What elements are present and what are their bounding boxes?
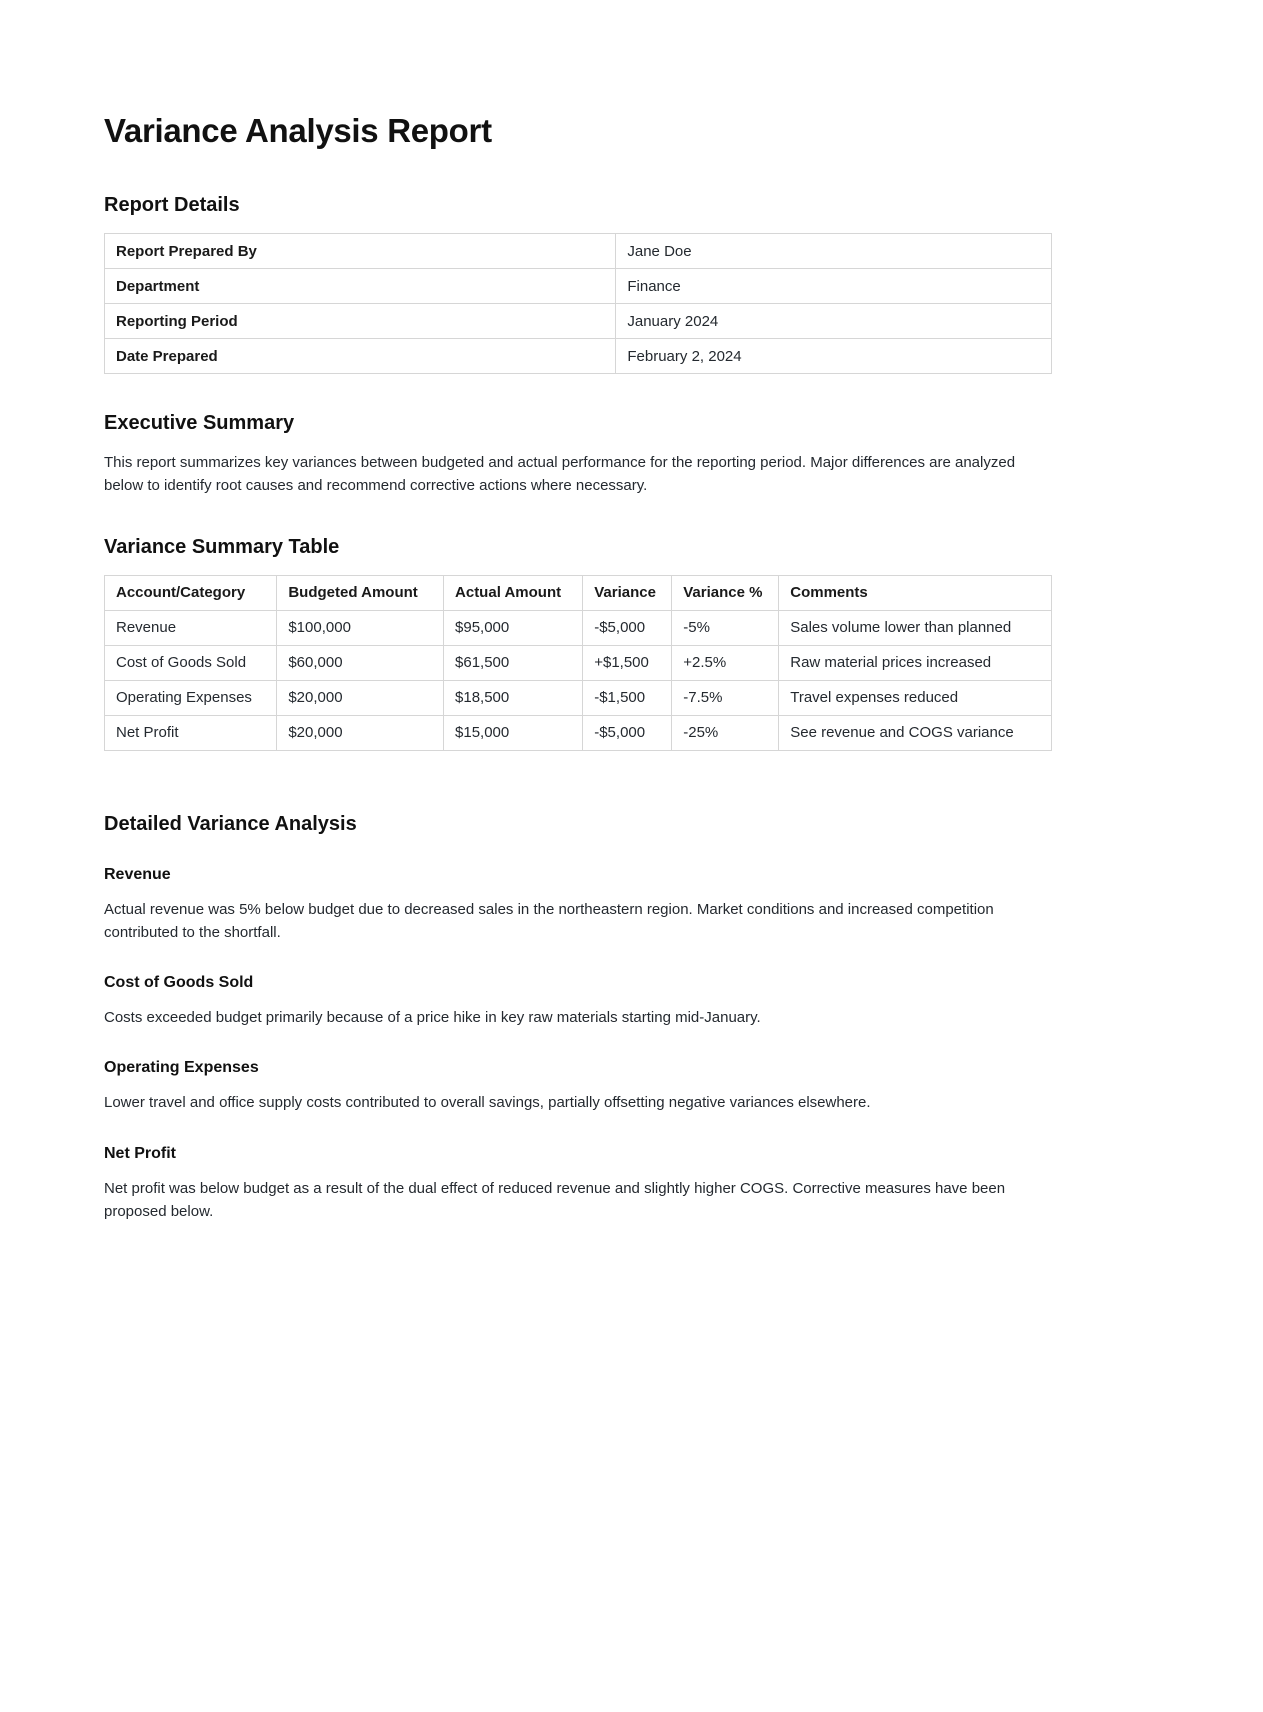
- cell-varpct: +2.5%: [672, 645, 779, 680]
- cell-actual: $15,000: [444, 715, 583, 750]
- document-page: [104, 0, 1052, 1223]
- section-heading-variance-summary: Variance Summary Table: [104, 535, 340, 558]
- table-row: [105, 610, 1052, 645]
- cell-variance: -$5,000: [583, 715, 672, 750]
- spacer: [104, 761, 1052, 775]
- report-details-row: [105, 339, 1052, 374]
- table-row: [105, 715, 1052, 750]
- cell-budgeted: $20,000: [277, 715, 444, 750]
- cell-comments: Travel expenses reduced: [779, 680, 1052, 715]
- cell-comments: Sales volume lower than planned: [779, 610, 1052, 645]
- section-heading-executive-summary: Executive Summary: [104, 412, 295, 434]
- cell-actual: $61,500: [444, 645, 583, 680]
- analysis-subheading: Cost of Goods Sold: [104, 974, 254, 991]
- detail-value: Jane Doe: [616, 234, 1052, 269]
- analysis-section: [104, 1145, 1052, 1224]
- analysis-subheading: Operating Expenses: [104, 1059, 259, 1077]
- analysis-section: [104, 1059, 1052, 1114]
- detail-label: Department: [105, 269, 616, 304]
- cell-comments: See revenue and COGS variance: [779, 715, 1052, 750]
- cell-budgeted: $60,000: [277, 645, 444, 680]
- cell-account: Operating Expenses: [105, 680, 277, 715]
- column-header-varpct: Variance %: [672, 575, 779, 610]
- detail-value: February 2, 2024: [616, 339, 1052, 374]
- cell-comments: Raw material prices increased: [779, 645, 1052, 680]
- column-header-comments: Comments: [779, 575, 1052, 610]
- column-header-budgeted: Budgeted Amount: [277, 575, 444, 610]
- cell-account: Net Profit: [105, 715, 277, 750]
- column-header-actual: Actual Amount: [444, 575, 583, 610]
- analysis-text: Lower travel and office supply costs contributed to overall savings, partially offsetting negative variances elsewhere.: [104, 1094, 871, 1112]
- cell-variance: -$5,000: [583, 610, 672, 645]
- detail-value: Finance: [616, 269, 1052, 304]
- analysis-text: Net profit was below budget as a result of the dual effect of reduced revenue and slightly higher COGS. Corrective measures have been proposed below.: [104, 1179, 1006, 1220]
- variance-summary-body: [105, 610, 1052, 750]
- detail-label: Report Prepared By: [105, 234, 616, 269]
- analysis-section: [104, 974, 1052, 1029]
- executive-summary-text: This report summarizes key variances between budgeted and actual performance for the reporting period. Major differences are analyzed below to identify root causes and recommend corrective actions where necessary.: [104, 454, 1016, 495]
- analysis-subheading: Revenue: [104, 865, 171, 883]
- analysis-subheading: Net Profit: [104, 1144, 176, 1162]
- cell-actual: $95,000: [444, 610, 583, 645]
- cell-actual: $18,500: [444, 680, 583, 715]
- detail-value: January 2024: [616, 304, 1052, 339]
- variance-summary-header: [105, 575, 1052, 610]
- variance-summary-table: [104, 575, 1052, 751]
- cell-variance: -$1,500: [583, 680, 672, 715]
- analysis-text: Costs exceeded budget primarily because of a price hike in key raw materials starting mid-January.: [104, 1009, 761, 1026]
- table-row: [105, 680, 1052, 715]
- detail-label: Reporting Period: [105, 304, 616, 339]
- cell-varpct: -5%: [672, 610, 779, 645]
- table-row: [105, 645, 1052, 680]
- report-details-body: [105, 234, 1052, 374]
- detail-label: Date Prepared: [105, 339, 616, 374]
- report-details-row: [105, 304, 1052, 339]
- variance-summary-header-row: [105, 575, 1052, 610]
- cell-varpct: -7.5%: [672, 680, 779, 715]
- cell-varpct: -25%: [672, 715, 779, 750]
- analysis-text: Actual revenue was 5% below budget due to decreased sales in the northeastern region. Market conditions and increased competition contributed to the shortfall.: [104, 900, 994, 941]
- report-details-row: [105, 269, 1052, 304]
- column-header-account: Account/Category: [105, 575, 277, 610]
- section-heading-report-details: Report Details: [104, 194, 240, 216]
- analysis-section: [104, 866, 1052, 945]
- cell-account: Cost of Goods Sold: [105, 645, 277, 680]
- report-details-row: [105, 234, 1052, 269]
- cell-variance: +$1,500: [583, 645, 672, 680]
- detailed-analysis-sections: [104, 866, 1052, 1224]
- cell-budgeted: $20,000: [277, 680, 444, 715]
- cell-account: Revenue: [105, 610, 277, 645]
- cell-budgeted: $100,000: [277, 610, 444, 645]
- column-header-variance: Variance: [583, 575, 672, 610]
- section-heading-detailed-analysis: Detailed Variance Analysis: [104, 812, 357, 835]
- page-title: Variance Analysis Report: [104, 112, 492, 149]
- report-details-table: [104, 233, 1052, 374]
